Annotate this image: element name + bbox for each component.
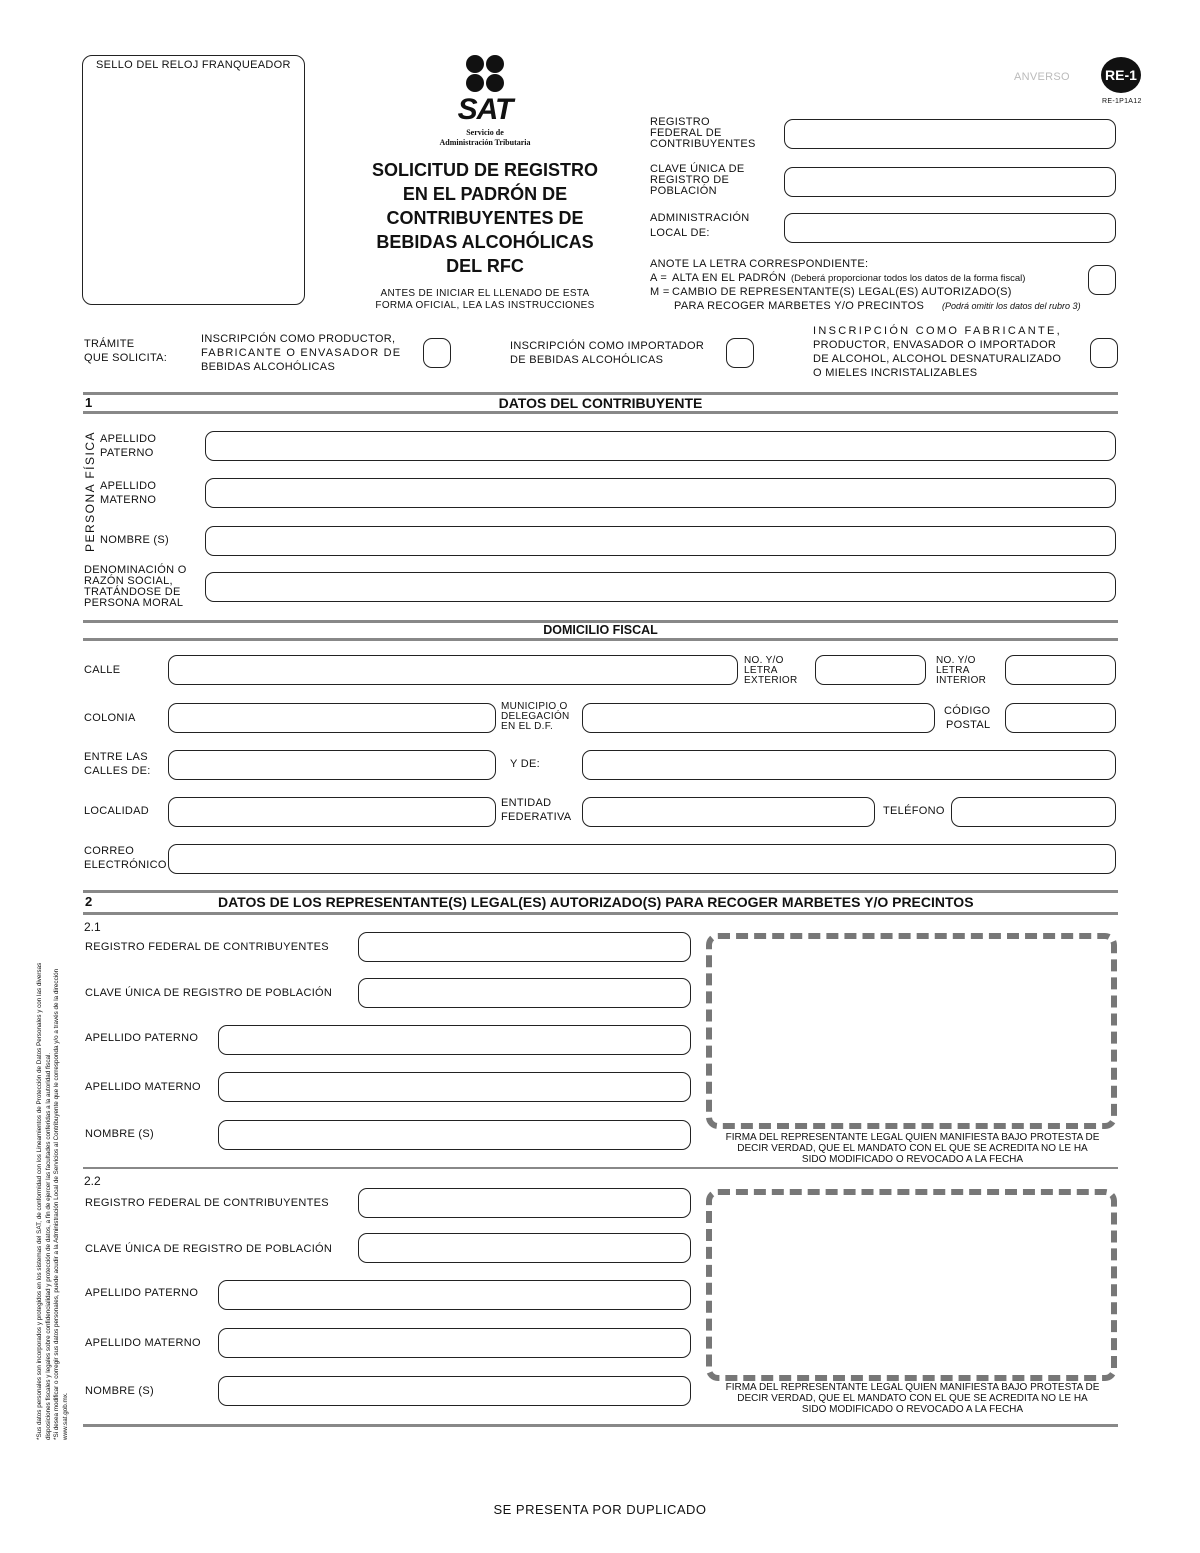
section1-bottom-rule [83,411,1118,414]
nombre-label: NOMBRE (S) [100,534,169,546]
rep2-firma-caption-3: SIDO MODIFICADO O REVOCADO A LA FECHA [801,1404,1024,1415]
rep2-rfc-label: REGISTRO FEDERAL DE CONTRIBUYENTES [85,1197,329,1209]
rep2-signature-box[interactable] [706,1189,1117,1381]
denominacion-label-1: DENOMINACIÓN O [84,564,187,576]
section2-number: 2 [85,894,93,909]
cp-label-1: CÓDIGO [944,705,991,717]
curp-label-3: POBLACIÓN [650,185,717,197]
sat-logo-line2: Administración Tributaria [439,138,531,147]
telefono-input[interactable] [951,797,1116,827]
tramite-label-1: TRÁMITE [84,338,135,350]
rep1-rfc-input[interactable] [358,932,691,962]
letra-title: ANOTE LA LETRA CORRESPONDIENTE: [650,258,869,270]
no-ext-label-1: NO. Y/O [744,655,784,666]
adm-label-2: LOCAL DE: [650,227,710,239]
calle-input[interactable] [168,655,738,685]
tramite-opt3-line4: O MIELES INCRISTALIZABLES [813,367,978,379]
stamp-label: SELLO DEL RELOJ FRANQUEADOR [96,59,291,71]
tramite-opt3-line1: INSCRIPCIÓN COMO FABRICANTE, [813,325,1062,337]
form-title-line5: DEL RFC [446,256,524,276]
no-interior-input[interactable] [1005,655,1116,685]
no-int-label-3: INTERIOR [936,675,987,686]
letra-a-text: ALTA EN EL PADRÓN [672,272,787,284]
domicilio-title: DOMICILIO FISCAL [543,623,658,637]
ap-paterno-label-2: PATERNO [100,447,154,459]
privacy-note-line4: www.sat.gob.mx. [61,1392,69,1440]
letra-a-note: (Deberá proporcionar todos los datos de la forma fiscal) [791,273,1026,284]
privacy-note-line3: *Si desea modificar o corregir sus datos personales, puede acudir a la Administración Local de Servicios al Contribuyente que le corresponda y/o a través de la dirección [53,968,60,1440]
rep1-nombre-input[interactable] [218,1120,691,1150]
form-note-line2: FORMA OFICIAL, LEA LAS INSTRUCCIONES [375,300,595,311]
no-int-label-2: LETRA [936,665,970,676]
denominacion-label-2: RAZÓN SOCIAL, [84,575,173,587]
no-ext-label-3: EXTERIOR [744,675,798,686]
telefono-label: TELÉFONO [883,805,945,817]
adm-label-1: ADMINISTRACIÓN [650,212,750,224]
rep2-nombre-input[interactable] [218,1376,691,1406]
curp-label-2: REGISTRO DE [650,174,730,186]
sat-logo [440,55,550,155]
tramite-fabricante-checkbox[interactable] [1090,338,1118,368]
letra-m-key: M = [650,286,670,298]
ap-materno-label-1: APELLIDO [100,480,157,492]
tramite-opt3-line2: PRODUCTOR, ENVASADOR O IMPORTADOR [813,339,1057,351]
tramite-productor-checkbox[interactable] [423,338,451,368]
section2-end-rule [83,1424,1118,1427]
curp-input[interactable] [784,167,1116,197]
privacy-note-line2: disposiciones fiscales y legales sobre confidencialidad y protección de datos, a fin de ejercer las facultades conferidas a la autoridad fiscal. [44,1052,52,1440]
rep2-curp-label: CLAVE ÚNICA DE REGISTRO DE POBLACIÓN [85,1243,333,1255]
entidad-label-2: FEDERATIVA [501,811,572,823]
rep1-signature-box[interactable] [706,933,1117,1129]
rep1-firma-caption-3: SIDO MODIFICADO O REVOCADO A LA FECHA [801,1154,1024,1165]
nombre-input[interactable] [205,526,1116,556]
ap-materno-input[interactable] [205,478,1116,508]
municipio-label-1: MUNICIPIO O [501,701,568,712]
rep2-firma-caption-2: DECIR VERDAD, QUE EL MANDATO CON EL QUE SE ACREDITA NO LE HA [737,1393,1088,1404]
no-int-label-1: NO. Y/O [936,655,976,666]
municipio-label-3: EN EL D.F. [501,721,554,732]
sat-logo-line1: Servicio de [466,128,504,137]
entre-calles-input[interactable] [168,750,496,780]
rep1-nombre-label: NOMBRE (S) [85,1128,154,1140]
form-title-line4: BEBIDAS ALCOHÓLICAS [376,232,594,252]
no-ext-label-2: LETRA [744,665,778,676]
form-code-badge: RE-1 [1101,57,1141,93]
localidad-label: LOCALIDAD [84,805,150,817]
section1-header [83,394,1118,412]
rep2-paterno-label: APELLIDO PATERNO [85,1287,199,1299]
rep1-firma-caption-1: FIRMA DEL REPRESENTANTE LEGAL QUIEN MANIFIESTA BAJO PROTESTA DE [725,1132,1100,1143]
form-code: RE-1P1A12 [1102,98,1142,105]
stamp-box [82,55,305,305]
tramite-opt1-line1: INSCRIPCIÓN COMO PRODUCTOR, [201,333,396,345]
entre-label-2: CALLES DE: [84,765,151,777]
adm-local-input[interactable] [784,213,1116,243]
y-de-input[interactable] [582,750,1116,780]
tramite-opt2-line1: INSCRIPCIÓN COMO IMPORTADOR [510,340,705,352]
sat-logo-text: SAT [457,93,513,126]
entre-label-1: ENTRE LAS [84,751,148,763]
denominacion-input[interactable] [205,572,1116,602]
colonia-label: COLONIA [84,712,136,724]
rfc-label-2: FEDERAL DE [650,127,722,139]
tramite-opt2-line2: DE BEBIDAS ALCOHÓLICAS [510,354,664,366]
form-note-line1: ANTES DE INICIAR EL LLENADO DE ESTA [380,288,590,299]
form-title-line1: SOLICITUD DE REGISTRO [371,160,598,180]
correo-label-1: CORREO [84,845,135,857]
section2-bottom-rule [83,912,1118,915]
localidad-input[interactable] [168,797,496,827]
rep1-firma-caption-2: DECIR VERDAD, QUE EL MANDATO CON EL QUE SE ACREDITA NO LE HA [737,1143,1088,1154]
persona-fisica-label: PERSONA FÍSICA [83,430,97,552]
no-exterior-input[interactable] [815,655,926,685]
rep1-number: 2.1 [84,920,101,934]
form-title-line2: EN EL PADRÓN DE [402,184,568,204]
anverso-label: ANVERSO [1014,71,1070,83]
rep-divider [83,1167,1118,1169]
ap-paterno-label-1: APELLIDO [100,433,157,445]
rep2-rfc-input[interactable] [358,1188,691,1218]
form-title-line3: CONTRIBUYENTES DE [386,208,584,228]
ap-paterno-input[interactable] [205,431,1116,461]
footer-note: SE PRESENTA POR DUPLICADO [493,1502,707,1517]
rep1-curp-label: CLAVE ÚNICA DE REGISTRO DE POBLACIÓN [85,987,333,999]
section1-title: DATOS DEL CONTRIBUYENTE [498,395,703,411]
rfc-label-1: REGISTRO [650,116,710,128]
privacy-note-line1: *Sus datos personales son incorporados y protegidos en los sistemas del SAT, de conformidad con los Lineamientos de Protección de Datos Personales y con las diversas [36,962,43,1440]
entidad-input[interactable] [582,797,875,827]
rfc-label-3: CONTRIBUYENTES [650,138,756,150]
letra-m-text2: PARA RECOGER MARBETES Y/O PRECINTOS [674,300,925,312]
rep1-rfc-label: REGISTRO FEDERAL DE CONTRIBUYENTES [85,941,329,953]
rep2-materno-label: APELLIDO MATERNO [85,1337,201,1349]
letra-m-note: (Podrá omitir los datos del rubro 3) [942,301,1081,311]
denominacion-label-3: TRATÁNDOSE DE [84,586,181,598]
letra-a-key: A = [650,272,668,284]
rep2-number: 2.2 [84,1174,101,1188]
municipio-input[interactable] [582,703,935,733]
section2-header [83,893,1118,911]
calle-label: CALLE [84,664,121,676]
rfc-input[interactable] [784,119,1116,149]
rep1-curp-input[interactable] [358,978,691,1008]
tramite-opt1-line3: BEBIDAS ALCOHÓLICAS [201,361,336,373]
curp-label-1: CLAVE ÚNICA DE [650,163,745,175]
letra-m-text: CAMBIO DE REPRESENTANTE(S) LEGAL(ES) AUTORIZADO(S) [672,286,1012,298]
rep1-materno-input[interactable] [218,1072,691,1102]
tramite-opt1-line2: FABRICANTE O ENVASADOR DE [201,347,402,359]
rep1-paterno-input[interactable] [218,1025,691,1055]
tramite-opt3-line3: DE ALCOHOL, ALCOHOL DESNATURALIZADO [813,353,1062,365]
rep2-curp-input[interactable] [358,1233,691,1263]
rep2-nombre-label: NOMBRE (S) [85,1385,154,1397]
rep2-firma-caption-1: FIRMA DEL REPRESENTANTE LEGAL QUIEN MANIFIESTA BAJO PROTESTA DE [725,1382,1100,1393]
tramite-label-2: QUE SOLICITA: [84,352,168,364]
rep1-paterno-label: APELLIDO PATERNO [85,1032,199,1044]
tramite-importador-checkbox[interactable] [726,338,754,368]
domicilio-bottom-rule [83,638,1118,641]
denominacion-label-4: PERSONA MORAL [84,597,184,609]
rep1-materno-label: APELLIDO MATERNO [85,1081,201,1093]
ap-materno-label-2: MATERNO [100,494,157,506]
correo-label-2: ELECTRÓNICO [84,859,167,871]
rep2-paterno-input[interactable] [218,1280,691,1310]
cp-label-2: POSTAL [946,719,991,731]
section1-number: 1 [85,395,93,410]
letra-checkbox[interactable] [1088,265,1116,295]
correo-input[interactable] [168,844,1116,874]
colonia-input[interactable] [168,703,496,733]
section2-title: DATOS DE LOS REPRESENTANTE(S) LEGAL(ES) AUTORIZADO(S) PARA RECOGER MARBETES Y/O PRECINTOS [218,894,974,910]
y-de-label: Y DE: [510,758,541,770]
rep2-materno-input[interactable] [218,1328,691,1358]
codigo-postal-input[interactable] [1005,703,1116,733]
entidad-label-1: ENTIDAD [501,797,552,809]
privacy-side-note [36,790,70,1440]
municipio-label-2: DELEGACIÓN [501,711,570,722]
